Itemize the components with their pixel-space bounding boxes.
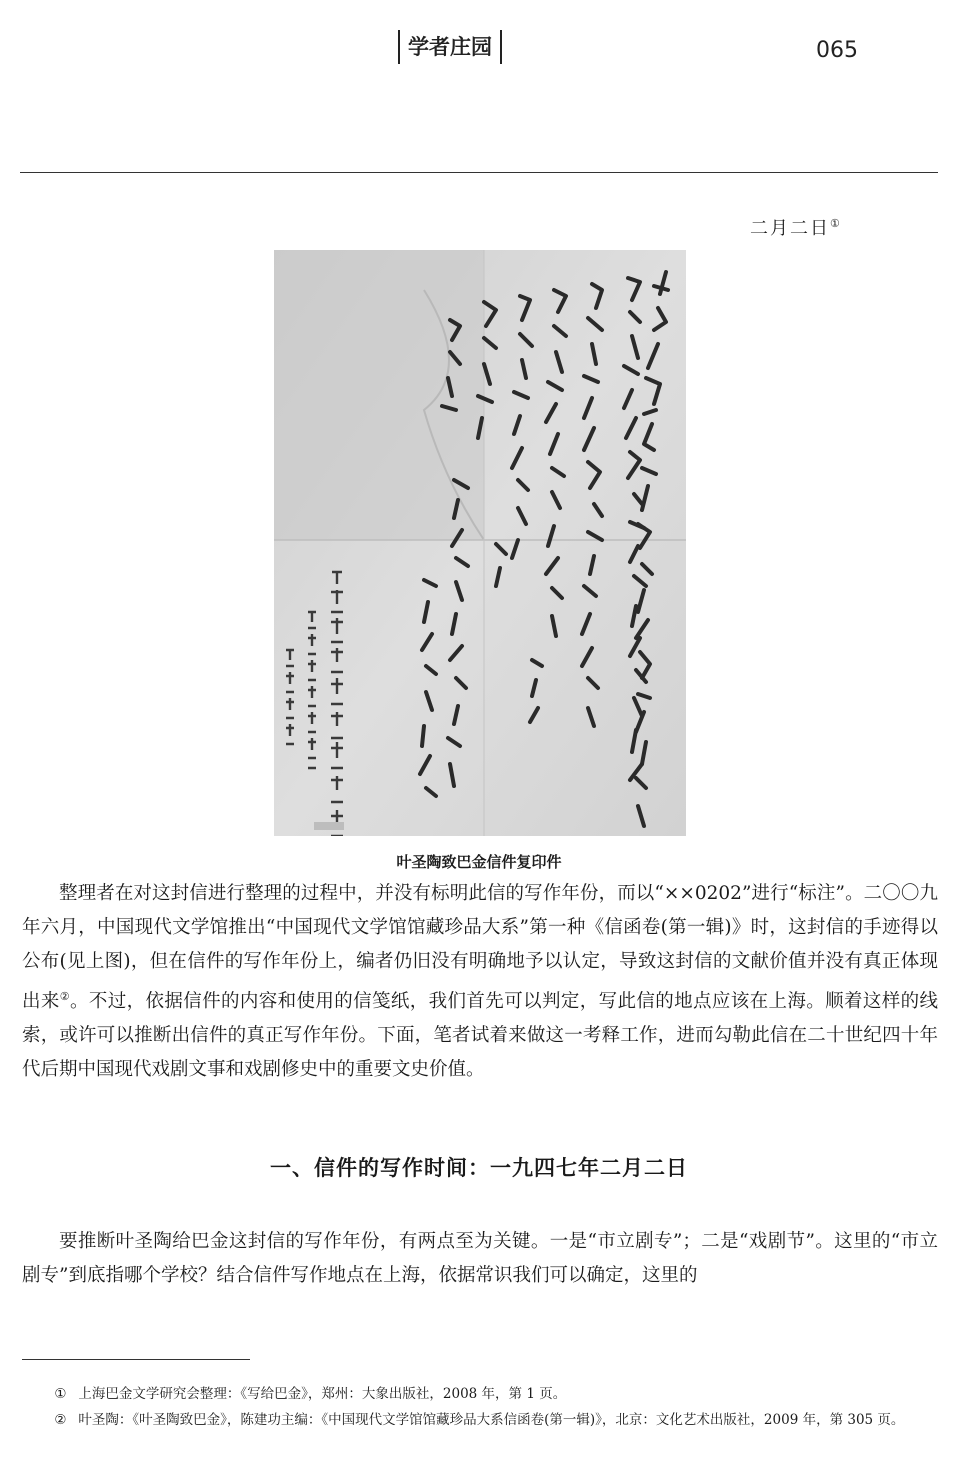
header-divider xyxy=(20,172,938,173)
letter-date-text: 二月二日 xyxy=(750,218,830,239)
journal-column-title: 学者庄园 xyxy=(398,30,502,64)
footnote-mark: ② xyxy=(54,1412,67,1428)
paragraph-1-text-b: 。不过，依据信件的内容和使用的信笺纸，我们首先可以判定，写此信的地点应该在上海。顺着这样的线索，或许可以推断出信件的真正写作年份。下面，笔者试着来做这一考释工作，进而勾勒此信在二十世纪四十年代后期中国现代戏剧文事和戏剧修史中的重要文史价值。 xyxy=(22,990,938,1081)
letter-date xyxy=(750,214,840,240)
footnote-item xyxy=(22,1407,938,1433)
footnote-item xyxy=(22,1381,938,1407)
footnote-ref-2: ② xyxy=(59,989,71,1003)
section-heading: 一、信件的写作时间：一九四七年二月二日 xyxy=(270,1156,688,1180)
body-paragraph-1 xyxy=(22,877,938,1087)
body-paragraph-2: 要推断叶圣陶给巴金这封信的写作年份，有两点至为关键。一是“市立剧专”；二是“戏剧节”。这里的“市立剧专”到底指哪个学校？结合信件写作地点在上海，依据常识我们可以确定，这里的 xyxy=(22,1231,938,1287)
footnote-mark: ① xyxy=(54,1386,67,1402)
footnote-ref-1: ① xyxy=(830,217,840,230)
footnote-text: 上海巴金文学研究会整理：《写给巴金》，郑州：大象出版社，2008 年，第 1 页。 xyxy=(78,1386,567,1402)
figure-caption: 叶圣陶致巴金信件复印件 xyxy=(396,853,562,871)
footnote-divider xyxy=(22,1359,250,1360)
paragraph-1-text-a: 整理者在对这封信进行整理的过程中，并没有标明此信的写作年份，而以“××0202”进行“标注”。二〇〇九年六月，中国现代文学馆推出“中国现代文学馆馆藏珍品大系”第一种《信函卷(第一辑)》时，这封信的手迹得以公布(见上图)，但在信件的写作年份上，编者仍旧没有明确地予以认定，导致这封信的文献价值并没有真正体现出来 xyxy=(22,883,938,1012)
footnotes xyxy=(22,1381,938,1433)
handwritten-letter-photo xyxy=(274,250,686,836)
page-number: 065 xyxy=(816,38,858,63)
footnote-text: 叶圣陶：《叶圣陶致巴金》，陈建功主编：《中国现代文学馆馆藏珍品大系信函卷(第一辑)》，北京：文化艺术出版社，2009 年，第 305 页。 xyxy=(78,1412,905,1428)
